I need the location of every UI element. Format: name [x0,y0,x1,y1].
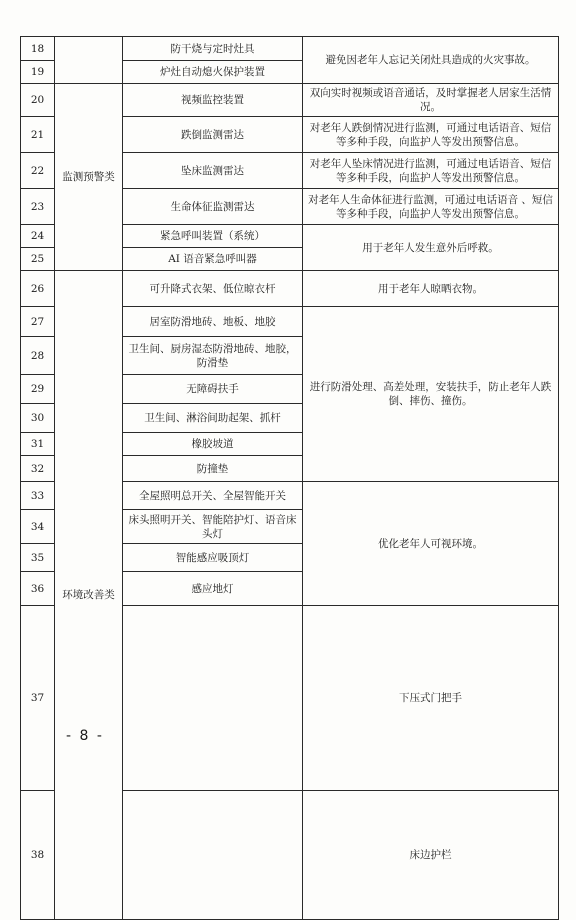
category-cell-empty [123,791,303,920]
item-name: 坠床监测雷达 [123,153,303,189]
row-number: 18 [21,37,55,61]
row-number: 33 [21,482,55,510]
row-number: 28 [21,337,55,375]
row-number: 29 [21,375,55,404]
row-number: 25 [21,248,55,271]
category-environment: 环境改善类 [55,271,123,920]
table-row [21,84,559,117]
row-number: 24 [21,225,55,248]
row-number: 37 [21,606,55,791]
item-name: 防撞垫 [123,456,303,482]
item-description: 用于老年人发生意外后呼救。 [303,225,559,271]
category-cell-empty [123,606,303,791]
item-name: 卫生间、厨房湿态防滑地砖、地胶，防滑垫 [123,337,303,375]
item-name: 生命体征监测雷达 [123,189,303,225]
row-number: 26 [21,271,55,307]
item-description: 优化老年人可视环境。 [303,482,559,606]
item-name: AI 语音紧急呼叫器 [123,248,303,271]
category-cell-empty [55,37,123,84]
row-number: 30 [21,404,55,433]
item-name: 下压式门把手 [303,606,559,791]
item-description: 双向实时视频或语音通话，及时掌握老人居家生活情况。 [303,84,559,117]
item-description: 对老年人生命体征进行监测，可通过电话语音 、短信等多种手段，向监护人等发出预警信息。 [303,189,559,225]
row-number: 20 [21,84,55,117]
item-name: 床头照明开关、智能陪护灯、语音床头灯 [123,510,303,544]
item-name: 炉灶自动熄火保护装置 [123,61,303,84]
item-name: 可升降式衣架、低位晾衣杆 [123,271,303,307]
row-number: 21 [21,117,55,153]
item-name: 床边护栏 [303,791,559,920]
item-description: 进行防滑处理、高差处理，安装扶手，防止老年人跌倒、摔伤、撞伤。 [303,307,559,482]
item-description: 避免因老年人忘记关闭灶具造成的火灾事故。 [303,37,559,84]
item-name: 智能感应吸顶灯 [123,544,303,572]
page-number: - 8 - [66,728,104,744]
item-name: 无障碍扶手 [123,375,303,404]
row-number: 27 [21,307,55,337]
row-number: 22 [21,153,55,189]
row-number: 34 [21,510,55,544]
row-number: 19 [21,61,55,84]
item-name: 卫生间、淋浴间助起架、抓杆 [123,404,303,433]
equipment-table [20,36,559,920]
row-number: 31 [21,433,55,456]
item-name: 紧急呼叫装置（系统） [123,225,303,248]
item-description: 用于老年人晾晒衣物。 [303,271,559,307]
item-name: 全屋照明总开关、全屋智能开关 [123,482,303,510]
item-name: 跌倒监测雷达 [123,117,303,153]
item-name: 视频监控装置 [123,84,303,117]
row-number: 36 [21,572,55,606]
row-number: 23 [21,189,55,225]
row-number: 35 [21,544,55,572]
item-description: 对老年人坠床情况进行监测，可通过电话语音、短信等多种手段，向监护人等发出预警信息。 [303,153,559,189]
item-name: 橡胶坡道 [123,433,303,456]
table-row [21,271,559,307]
item-name: 感应地灯 [123,572,303,606]
item-description: 对老年人跌倒情况进行监测，可通过电话语音、短信等多种手段，向监护人等发出预警信息。 [303,117,559,153]
item-name: 居室防滑地砖、地板、地胶 [123,307,303,337]
row-number: 32 [21,456,55,482]
table-row [21,37,559,61]
row-number: 38 [21,791,55,920]
item-name: 防干烧与定时灶具 [123,37,303,61]
category-monitoring: 监测预警类 [55,84,123,271]
